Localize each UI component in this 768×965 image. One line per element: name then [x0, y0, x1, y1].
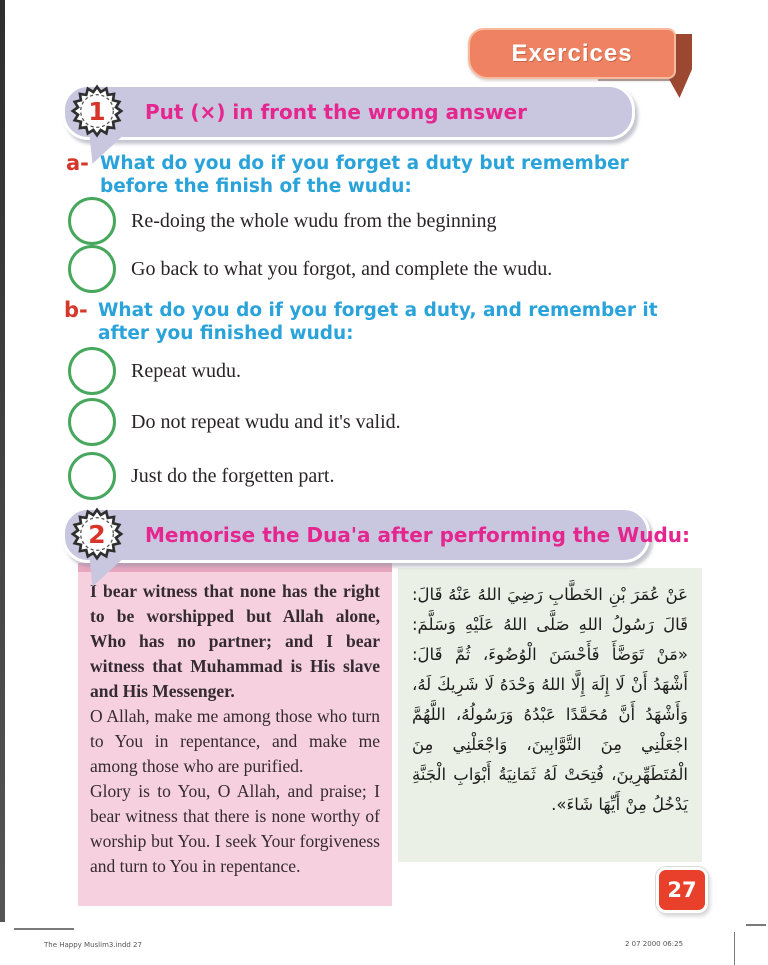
- footer-timestamp: 2 07 2000 06:25: [625, 940, 684, 948]
- exercise-2-number-badge: [68, 505, 126, 563]
- answer-circle[interactable]: [68, 452, 116, 500]
- crop-mark: [734, 932, 735, 965]
- arabic-hadith-text: عَنْ عُمَرَ بْنِ الخَطَّابِ رَضِيَ اللهُ عَنْهُ قَالَ: قَالَ رَسُولُ اللهِ صَلَّى اللهُ عَلَيْهِ وَسَلَّمَ: «مَنْ تَوَضَّأَ فَأَحْسَنَ الْوُضُوءَ، ثُمَّ قَالَ: أَشْهَدُ أَنْ لَا إِلَهَ إِلَّا اللهُ وَحْدَهُ لَا شَرِيكَ لَهُ، وَأَشْهَدُ أَنَّ مُحَمَّدًا عَبْدُهُ وَرَسُولُهُ، اللَّهُمَّ اجْعَلْنِي مِنَ التَّوَّابِينَ، وَاجْعَلْنِي مِنَ الْمُتَطَهِّرِينَ، فُتِحَتْ لَهُ ثَمَانِيَةُ أَبْوَابِ الْجَنَّةِ يَدْخُلُ مِنْ أَيِّهَا شَاءَ».: [412, 585, 688, 814]
- crop-mark: [14, 928, 74, 930]
- option-row: [68, 197, 497, 245]
- page-number: 27: [667, 878, 697, 902]
- page-number-badge: [656, 867, 708, 913]
- scan-edge: [0, 0, 5, 922]
- dua-english-translation: [78, 563, 392, 906]
- exercises-ribbon: [468, 28, 676, 79]
- answer-circle[interactable]: [68, 347, 116, 395]
- question-b-text: What do you do if you forget a duty, and remember it after you finished wudu:: [98, 300, 658, 344]
- translation-paragraph: Glory is to You, O Allah, and praise; I bear witness that there is none worthy of worship but You. I seek Your forgiveness and turn to You in repentance.: [90, 781, 380, 876]
- exercise-1-banner: [62, 84, 635, 140]
- option-row: [68, 398, 401, 446]
- answer-circle[interactable]: [68, 197, 116, 245]
- option-row: [68, 245, 552, 293]
- option-row: [68, 452, 334, 500]
- question-b-label: b-: [64, 298, 88, 322]
- exercise-2-banner: [62, 507, 691, 563]
- option-text: Do not repeat wudu and it's valid.: [131, 410, 401, 433]
- question-a: [66, 152, 714, 198]
- exercise-number: 1: [88, 96, 106, 126]
- footer-filename: The Happy Muslim3.indd 27: [44, 941, 142, 949]
- answer-circle[interactable]: [68, 245, 116, 293]
- question-a-text: What do you do if you forget a duty but remember before the finish of the wudu:: [100, 153, 629, 197]
- option-text: Re-doing the whole wudu from the beginning: [131, 209, 497, 232]
- answer-circle[interactable]: [68, 398, 116, 446]
- option-row: [68, 347, 241, 395]
- option-text: Repeat wudu.: [131, 359, 241, 382]
- ribbon-shadow-line: [598, 79, 674, 81]
- exercise-1-title: Put (×) in front the wrong answer: [145, 100, 528, 124]
- option-text: Just do the forgetten part.: [131, 464, 335, 487]
- translation-paragraph: I bear witness that none has the right to be worshipped but Allah alone, Who has no partner; and I bear witness that Muhammad is His slave and His Messenger.: [90, 581, 380, 701]
- exercise-1-number-badge: [68, 82, 126, 140]
- dua-arabic-text-block: [398, 568, 702, 862]
- option-text: Go back to what you forgot, and complete the wudu.: [131, 257, 553, 280]
- exercise-2-title: Memorise the Dua'a after performing the Wudu:: [145, 523, 691, 547]
- question-b: [64, 299, 712, 345]
- exercises-ribbon-label: Exercices: [511, 39, 633, 67]
- exercise-number: 2: [88, 519, 106, 549]
- translation-paragraph: O Allah, make me among those who turn to You in repentance, and make me among those who are purified.: [90, 706, 380, 776]
- crop-mark: [746, 924, 766, 926]
- question-a-label: a-: [66, 151, 89, 175]
